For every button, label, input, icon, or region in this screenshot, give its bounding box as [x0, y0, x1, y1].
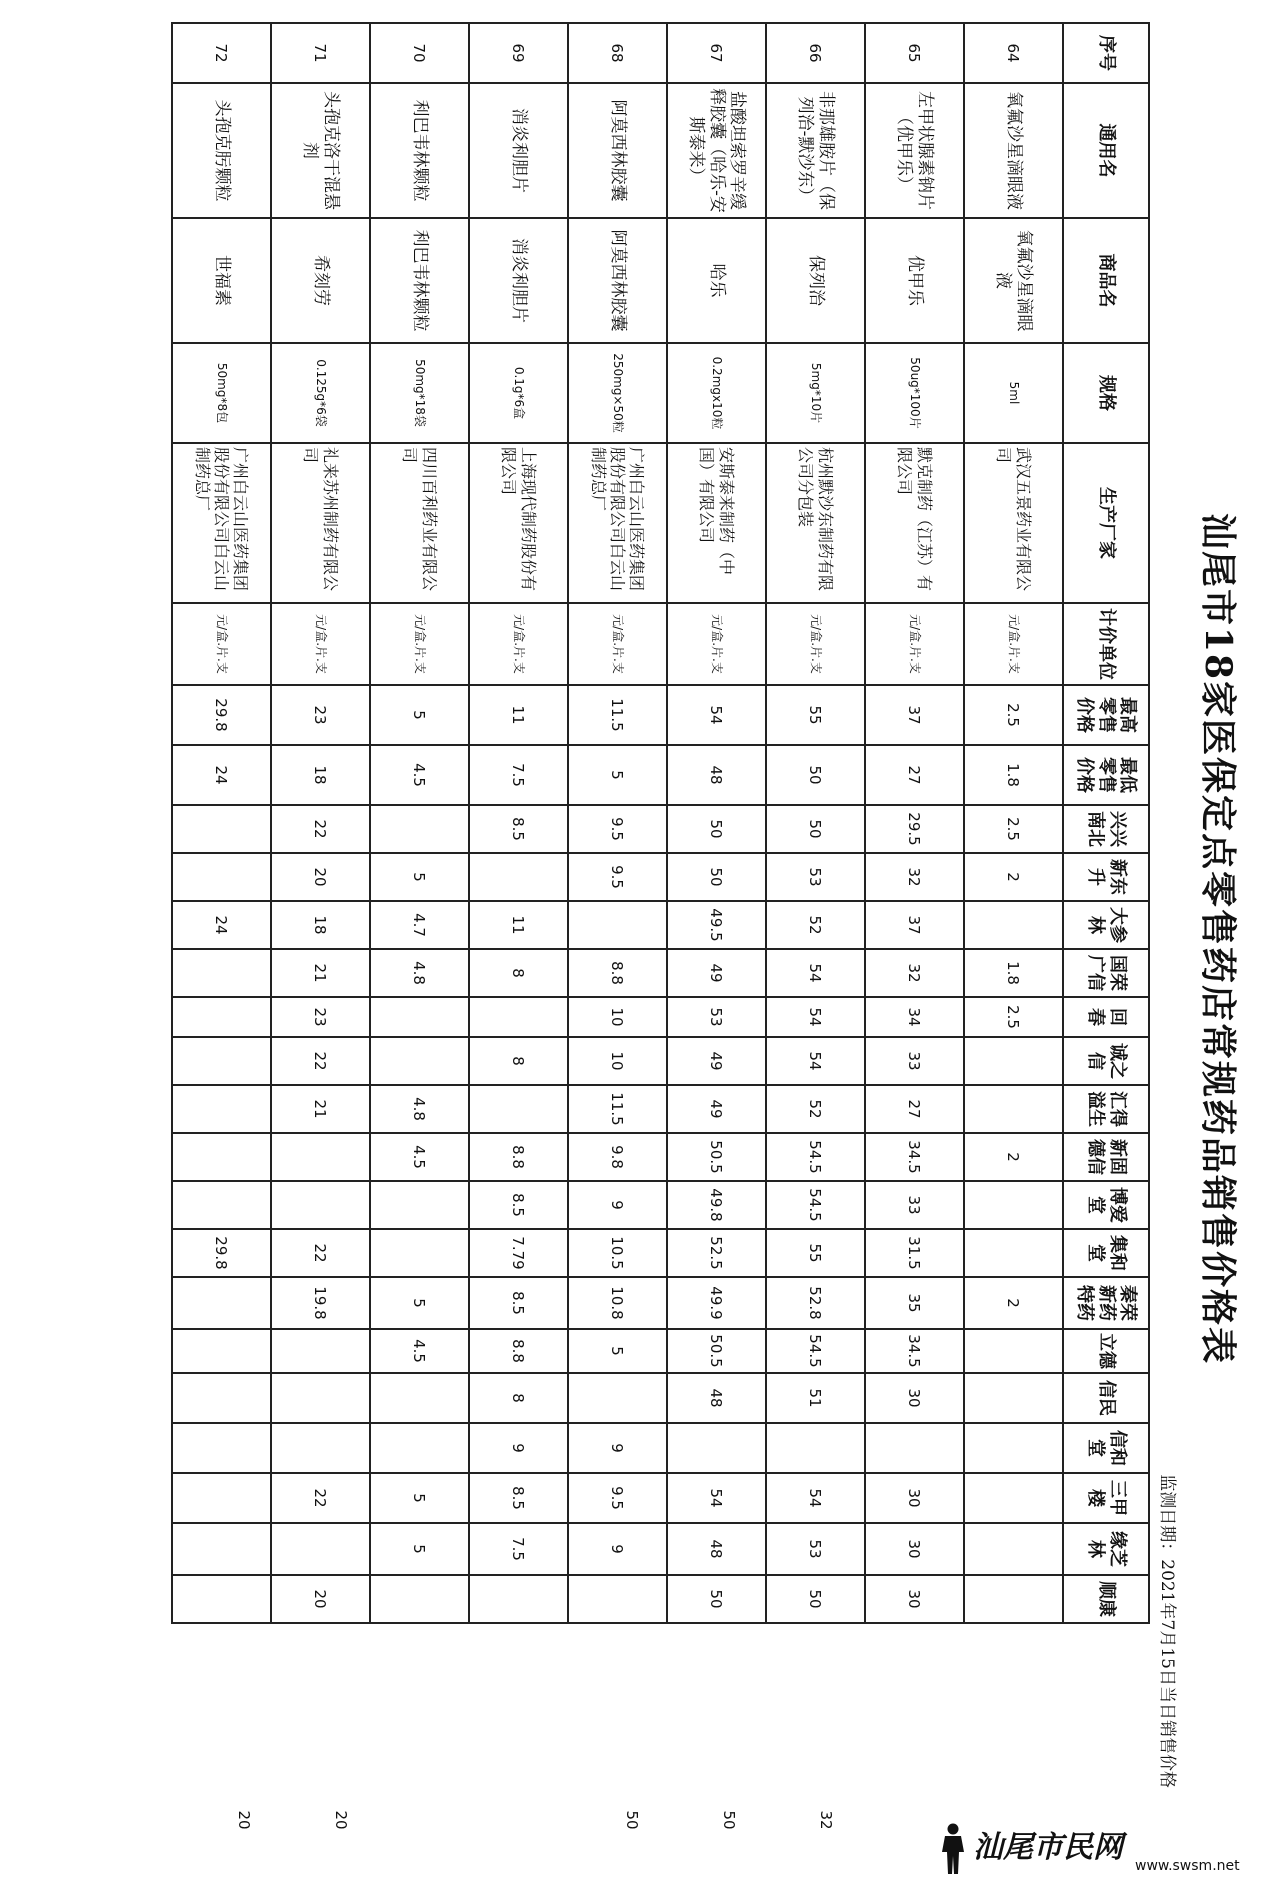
table-cell: 22 [271, 1229, 370, 1277]
extra-cell: 20 [332, 1810, 350, 1830]
extra-cell: 20 [235, 1810, 253, 1830]
table-cell [370, 805, 469, 853]
table-row [568, 23, 667, 1623]
table-cell [172, 1037, 271, 1085]
table-cell: 29.8 [172, 685, 271, 745]
table-cell: 世福素 [172, 218, 271, 343]
table-cell [568, 1575, 667, 1623]
table-cell: 4.5 [370, 745, 469, 805]
table-cell: 10.5 [568, 1229, 667, 1277]
table-cell: 左甲状腺素钠片（优甲乐） [865, 83, 964, 218]
table-cell: 18 [271, 745, 370, 805]
table-cell: 2.5 [964, 685, 1063, 745]
table-cell: 18 [271, 901, 370, 949]
table-cell: 69 [469, 23, 568, 83]
table-cell: 8 [469, 1373, 568, 1423]
table-cell: 50ug*100片 [865, 343, 964, 443]
table-row [469, 23, 568, 1623]
table-cell [964, 1229, 1063, 1277]
column-header: 新固德信 [1063, 1133, 1149, 1181]
table-cell: 盐酸坦索罗辛缓释胶囊（哈乐-安斯泰来） [667, 83, 766, 218]
table-cell: 21 [271, 1085, 370, 1133]
table-cell [865, 1423, 964, 1473]
table-cell: 52 [766, 901, 865, 949]
monitoring-date-note: 监测日期：2021年7月15日当日销售价格 [1157, 1474, 1177, 1788]
table-cell: 66 [766, 23, 865, 83]
table-cell: 元/盒.片.支 [271, 603, 370, 685]
table-cell: 50mg*18袋 [370, 343, 469, 443]
table-cell: 上海现代制药股份有限公司 [469, 443, 568, 603]
table-cell: 34.5 [865, 1329, 964, 1373]
table-cell [271, 1523, 370, 1575]
table-cell: 保列治 [766, 218, 865, 343]
table-cell: 1.8 [964, 949, 1063, 997]
table-header-row [1063, 23, 1149, 1623]
table-cell [172, 949, 271, 997]
column-header: 信和堂 [1063, 1423, 1149, 1473]
table-cell [271, 1373, 370, 1423]
table-cell: 64 [964, 23, 1063, 83]
extra-cell: 32 [817, 1810, 835, 1830]
column-header: 大参林 [1063, 901, 1149, 949]
table-cell: 元/盒.片.支 [469, 603, 568, 685]
column-header: 秦荣新药特药 [1063, 1277, 1149, 1329]
table-cell: 5 [568, 745, 667, 805]
person-silhouette-icon [935, 1822, 971, 1876]
column-header: 博爱堂 [1063, 1181, 1149, 1229]
table-cell [370, 1037, 469, 1085]
table-cell: 9.8 [568, 1133, 667, 1181]
table-cell: 23 [271, 685, 370, 745]
table-cell: 70 [370, 23, 469, 83]
table-cell: 8.8 [568, 949, 667, 997]
table-cell: 5ml [964, 343, 1063, 443]
table-cell: 48 [667, 1373, 766, 1423]
table-cell [964, 1473, 1063, 1523]
table-cell: 5 [370, 685, 469, 745]
column-header: 集和堂 [1063, 1229, 1149, 1277]
table-cell: 22 [271, 1037, 370, 1085]
table-cell: 8.8 [469, 1329, 568, 1373]
table-cell: 53 [766, 853, 865, 901]
table-cell: 9 [568, 1423, 667, 1473]
table-cell: 50 [766, 805, 865, 853]
table-cell [469, 997, 568, 1037]
extra-cell: 50 [623, 1810, 641, 1830]
table-cell: 34 [865, 997, 964, 1037]
table-cell: 67 [667, 23, 766, 83]
table-cell: 0.1g*6盒 [469, 343, 568, 443]
table-cell [271, 1181, 370, 1229]
table-cell: 利巴韦林颗粒 [370, 83, 469, 218]
table-cell: 头孢克洛干混悬剂 [271, 83, 370, 218]
table-row [370, 23, 469, 1623]
table-cell [172, 1277, 271, 1329]
table-cell: 50 [766, 1575, 865, 1623]
table-cell: 51 [766, 1373, 865, 1423]
table-row [667, 23, 766, 1623]
table-cell: 53 [766, 1523, 865, 1575]
table-cell: 武汉五景药业有限公司 [964, 443, 1063, 603]
table-cell: 5 [370, 1523, 469, 1575]
table-cell: 23 [271, 997, 370, 1037]
table-cell: 49 [667, 1037, 766, 1085]
table-cell [964, 1181, 1063, 1229]
table-cell [964, 1373, 1063, 1423]
table-cell [271, 1329, 370, 1373]
table-cell: 68 [568, 23, 667, 83]
table-cell: 默克制药（江苏）有限公司 [865, 443, 964, 603]
table-cell: 30 [865, 1575, 964, 1623]
table-cell [172, 1133, 271, 1181]
column-header: 最高零售价格 [1063, 685, 1149, 745]
table-cell: 9 [469, 1423, 568, 1473]
table-cell: 32 [865, 949, 964, 997]
table-cell: 20 [271, 1575, 370, 1623]
column-header: 回春 [1063, 997, 1149, 1037]
table-cell: 氧氟沙星滴眼液 [964, 218, 1063, 343]
table-cell: 7.79 [469, 1229, 568, 1277]
column-header: 通用名 [1063, 83, 1149, 218]
column-header: 兴兴南北 [1063, 805, 1149, 853]
column-header: 国荣广信 [1063, 949, 1149, 997]
table-cell: 9.5 [568, 853, 667, 901]
table-cell: 8.5 [469, 1181, 568, 1229]
column-header: 信民 [1063, 1373, 1149, 1423]
table-cell [172, 1181, 271, 1229]
table-row [964, 23, 1063, 1623]
table-cell: 30 [865, 1523, 964, 1575]
table-cell: 11.5 [568, 1085, 667, 1133]
table-cell [964, 1085, 1063, 1133]
table-cell: 71 [271, 23, 370, 83]
table-cell [370, 997, 469, 1037]
table-cell: 9 [568, 1523, 667, 1575]
table-cell [964, 1423, 1063, 1473]
table-cell [964, 1523, 1063, 1575]
table-cell: 31.5 [865, 1229, 964, 1277]
table-cell [370, 1575, 469, 1623]
table-cell: 21 [271, 949, 370, 997]
table-cell: 55 [766, 1229, 865, 1277]
column-header: 三甲楼 [1063, 1473, 1149, 1523]
price-table-wrapper [171, 22, 1150, 1830]
table-cell: 2 [964, 1277, 1063, 1329]
table-cell [568, 901, 667, 949]
table-cell: 元/盒.片.支 [172, 603, 271, 685]
column-header: 规格 [1063, 343, 1149, 443]
table-cell [370, 1229, 469, 1277]
table-cell [766, 1423, 865, 1473]
table-cell [667, 1423, 766, 1473]
table-cell: 优甲乐 [865, 218, 964, 343]
table-cell: 65 [865, 23, 964, 83]
table-cell: 50 [667, 1575, 766, 1623]
table-cell: 9.5 [568, 805, 667, 853]
price-table [171, 22, 1150, 1624]
table-cell: 52.8 [766, 1277, 865, 1329]
column-header: 立德 [1063, 1329, 1149, 1373]
table-cell: 50.5 [667, 1329, 766, 1373]
column-header: 顺康 [1063, 1575, 1149, 1623]
table-cell: 2.5 [964, 805, 1063, 853]
table-cell: 广州白云山医药集团股份有限公司白云山制药总厂 [172, 443, 271, 603]
table-cell: 27 [865, 745, 964, 805]
table-cell: 元/盒.片.支 [865, 603, 964, 685]
table-cell [469, 853, 568, 901]
table-cell: 37 [865, 901, 964, 949]
page-title: 汕尾市18家医保定点零售药店常规药品销售价格表 [1197, 512, 1239, 1366]
table-cell [172, 1575, 271, 1623]
table-cell [964, 1575, 1063, 1623]
table-cell: 消炎利胆片 [469, 218, 568, 343]
table-cell [568, 1373, 667, 1423]
table-cell [469, 1085, 568, 1133]
site-watermark [935, 1820, 1280, 1878]
table-cell [172, 1473, 271, 1523]
table-cell: 49 [667, 1085, 766, 1133]
table-cell: 49.9 [667, 1277, 766, 1329]
table-cell: 54 [667, 685, 766, 745]
table-cell [172, 853, 271, 901]
table-cell: 8.5 [469, 1473, 568, 1523]
table-cell: 50mg*8包 [172, 343, 271, 443]
table-cell: 22 [271, 805, 370, 853]
table-cell: 24 [172, 745, 271, 805]
table-row [172, 23, 271, 1623]
table-cell: 元/盒.片.支 [370, 603, 469, 685]
table-row [865, 23, 964, 1623]
table-cell [172, 1085, 271, 1133]
table-cell: 7.5 [469, 745, 568, 805]
extra-cell: 50 [720, 1810, 738, 1830]
table-cell: 11 [469, 901, 568, 949]
table-cell: 杭州默沙东制药有限公司分包装 [766, 443, 865, 603]
table-cell: 54 [667, 1473, 766, 1523]
table-cell: 55 [766, 685, 865, 745]
table-cell: 氧氟沙星滴眼液 [964, 83, 1063, 218]
table-cell: 50 [667, 853, 766, 901]
column-header: 诚之信 [1063, 1037, 1149, 1085]
table-cell: 消炎利胆片 [469, 83, 568, 218]
table-cell: 2.5 [964, 997, 1063, 1037]
table-cell: 2 [964, 853, 1063, 901]
table-cell: 54 [766, 1473, 865, 1523]
column-header: 商品名 [1063, 218, 1149, 343]
table-cell: 利巴韦林颗粒 [370, 218, 469, 343]
table-cell: 头孢克肟颗粒 [172, 83, 271, 218]
table-cell [172, 1373, 271, 1423]
table-cell: 30 [865, 1473, 964, 1523]
table-cell: 49.8 [667, 1181, 766, 1229]
column-header: 生产厂家 [1063, 443, 1149, 603]
table-cell [964, 1329, 1063, 1373]
table-cell: 广州白云山医药集团股份有限公司白云山制药总厂 [568, 443, 667, 603]
table-cell [172, 805, 271, 853]
table-cell: 元/盒.片.支 [766, 603, 865, 685]
table-cell: 53 [667, 997, 766, 1037]
table-cell: 30 [865, 1373, 964, 1423]
table-cell: 50 [667, 805, 766, 853]
table-cell: 50.5 [667, 1133, 766, 1181]
table-cell: 9 [568, 1181, 667, 1229]
table-cell: 20 [271, 853, 370, 901]
table-cell: 安斯泰来制药（中国）有限公司 [667, 443, 766, 603]
table-cell: 35 [865, 1277, 964, 1329]
table-cell: 33 [865, 1037, 964, 1085]
table-cell: 54 [766, 997, 865, 1037]
watermark-url: www.swsm.net [1135, 1858, 1240, 1874]
table-cell: 50 [766, 745, 865, 805]
column-header: 新东升 [1063, 853, 1149, 901]
table-cell: 元/盒.片.支 [667, 603, 766, 685]
table-cell: 54.5 [766, 1329, 865, 1373]
table-cell: 250mg×50粒 [568, 343, 667, 443]
table-cell: 22 [271, 1473, 370, 1523]
table-cell [172, 1523, 271, 1575]
table-cell: 24 [172, 901, 271, 949]
table-cell [172, 1423, 271, 1473]
table-cell: 49.5 [667, 901, 766, 949]
table-cell [370, 1181, 469, 1229]
table-cell: 2 [964, 1133, 1063, 1181]
table-cell: 0.2mgx10粒 [667, 343, 766, 443]
column-header: 序号 [1063, 23, 1149, 83]
table-cell: 礼来苏州制药有限公司 [271, 443, 370, 603]
table-cell: 5 [370, 1277, 469, 1329]
table-cell: 52.5 [667, 1229, 766, 1277]
table-cell: 8.8 [469, 1133, 568, 1181]
table-cell: 54 [766, 1037, 865, 1085]
table-cell: 8 [469, 1037, 568, 1085]
table-cell [370, 1373, 469, 1423]
table-cell: 29.5 [865, 805, 964, 853]
table-cell: 48 [667, 745, 766, 805]
table-cell: 29.8 [172, 1229, 271, 1277]
table-cell: 8.5 [469, 805, 568, 853]
table-cell: 四川百利药业有限公司 [370, 443, 469, 603]
table-cell: 34.5 [865, 1133, 964, 1181]
column-header: 汇得溢生 [1063, 1085, 1149, 1133]
watermark-text: 汕尾市民网 [973, 1830, 1123, 1865]
table-cell [271, 1133, 370, 1181]
table-cell: 元/盒.片.支 [568, 603, 667, 685]
table-cell: 72 [172, 23, 271, 83]
table-cell: 哈乐 [667, 218, 766, 343]
table-cell: 54.5 [766, 1133, 865, 1181]
table-cell [964, 901, 1063, 949]
table-cell: 4.5 [370, 1133, 469, 1181]
table-cell: 4.7 [370, 901, 469, 949]
table-cell: 27 [865, 1085, 964, 1133]
table-cell: 0.125g*6袋 [271, 343, 370, 443]
table-cell: 元/盒.片.支 [964, 603, 1063, 685]
column-header: 计价单位 [1063, 603, 1149, 685]
table-cell: 5 [370, 853, 469, 901]
table-cell: 33 [865, 1181, 964, 1229]
table-cell: 5mg*10片 [766, 343, 865, 443]
table-cell: 阿莫西林胶囊 [568, 218, 667, 343]
table-cell: 52 [766, 1085, 865, 1133]
table-cell [271, 1423, 370, 1473]
table-cell: 4.8 [370, 949, 469, 997]
table-cell: 48 [667, 1523, 766, 1575]
table-cell: 4.8 [370, 1085, 469, 1133]
table-cell: 49 [667, 949, 766, 997]
table-cell: 10 [568, 1037, 667, 1085]
table-cell: 11 [469, 685, 568, 745]
table-cell [370, 1423, 469, 1473]
table-cell: 32 [865, 853, 964, 901]
table-cell: 8 [469, 949, 568, 997]
table-cell: 希刻劳 [271, 218, 370, 343]
table-cell: 4.5 [370, 1329, 469, 1373]
table-cell: 阿莫西林胶囊 [568, 83, 667, 218]
table-row [766, 23, 865, 1623]
table-cell: 19.8 [271, 1277, 370, 1329]
table-cell: 37 [865, 685, 964, 745]
table-cell: 9.5 [568, 1473, 667, 1523]
table-cell: 10 [568, 997, 667, 1037]
table-cell: 非那雄胺片（保列治-默沙东） [766, 83, 865, 218]
table-cell [964, 1037, 1063, 1085]
table-cell: 54.5 [766, 1181, 865, 1229]
table-cell [172, 1329, 271, 1373]
table-cell: 1.8 [964, 745, 1063, 805]
table-cell: 54 [766, 949, 865, 997]
column-header: 最低零售价格 [1063, 745, 1149, 805]
table-cell: 5 [370, 1473, 469, 1523]
table-row [271, 23, 370, 1623]
table-cell: 8.5 [469, 1277, 568, 1329]
table-cell: 10.8 [568, 1277, 667, 1329]
table-cell [469, 1575, 568, 1623]
column-header: 缘芝林 [1063, 1523, 1149, 1575]
table-cell: 11.5 [568, 685, 667, 745]
table-cell: 7.5 [469, 1523, 568, 1575]
table-cell [172, 997, 271, 1037]
table-cell: 5 [568, 1329, 667, 1373]
